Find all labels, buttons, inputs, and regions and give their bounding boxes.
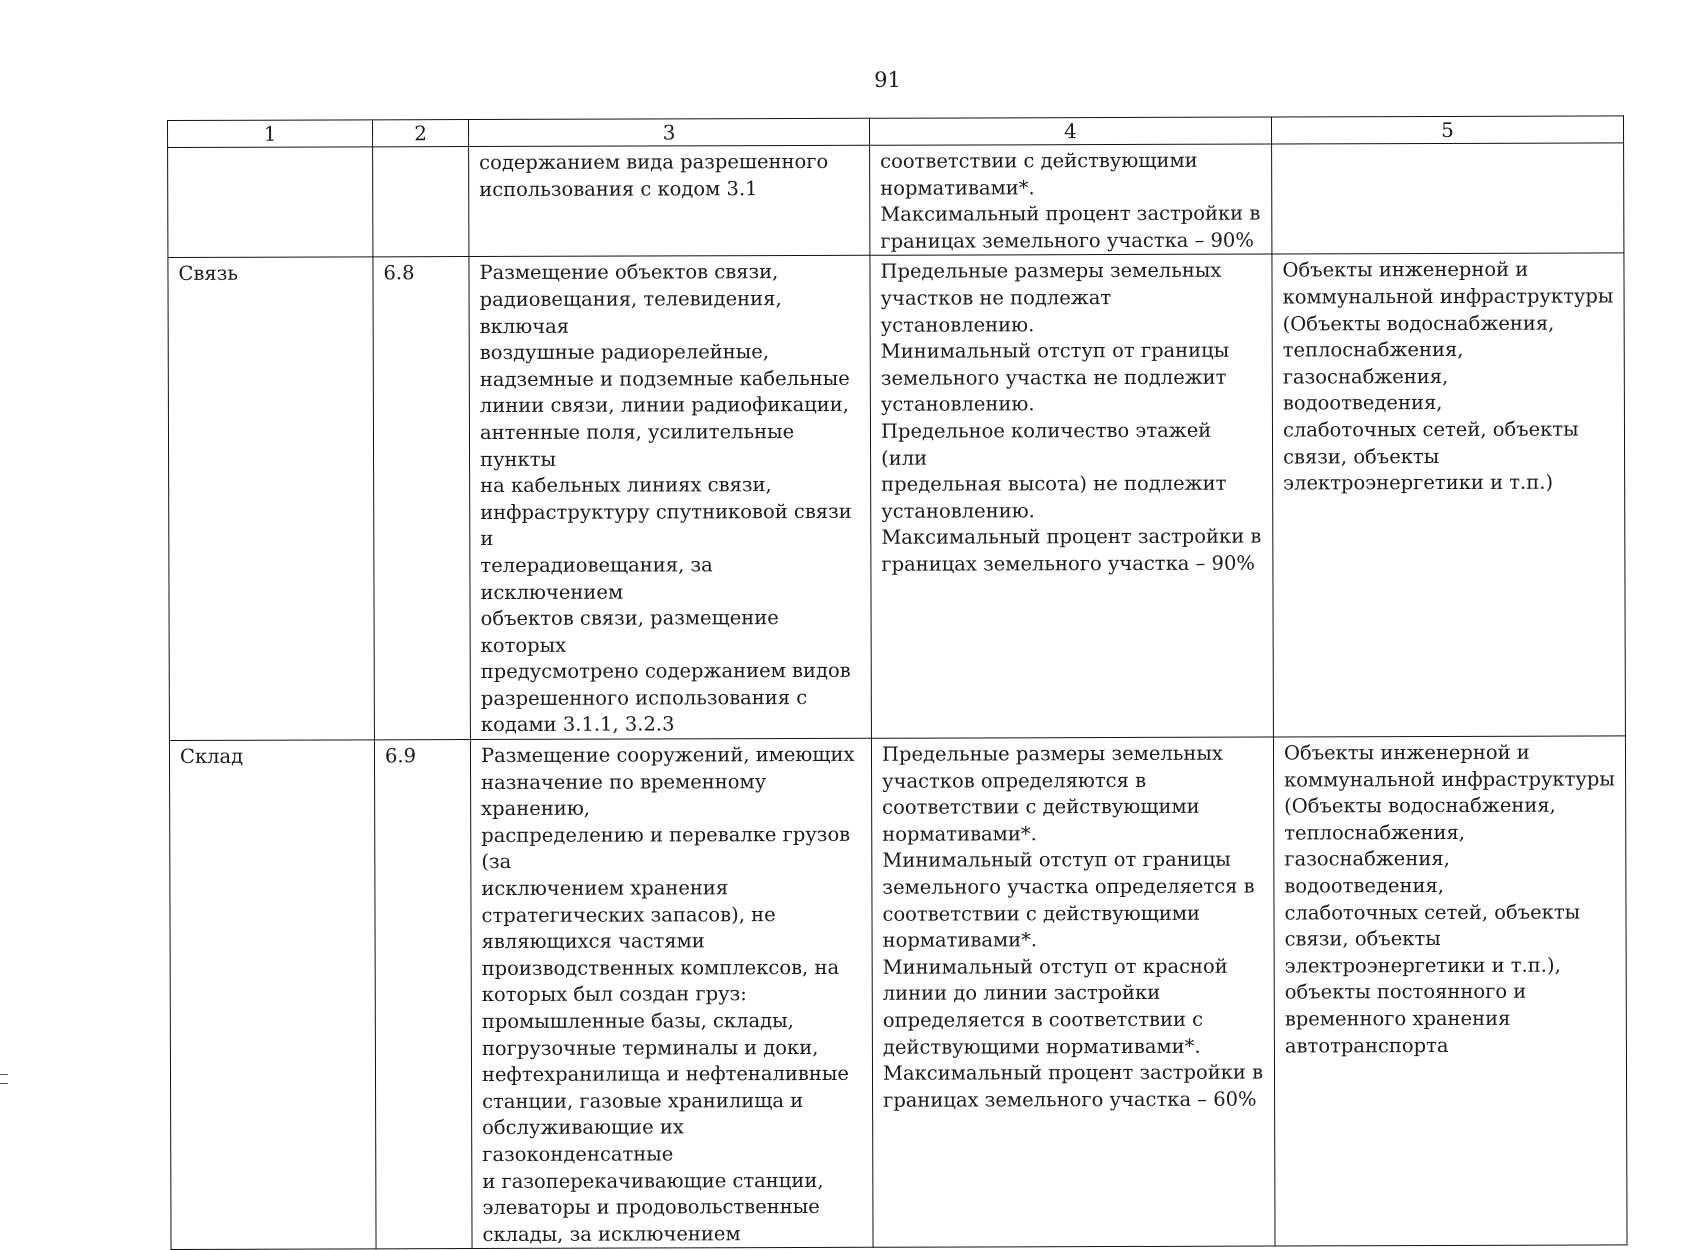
cell-description: Размещение объектов связи, радиовещания, телевидения, включая воздушные радиорелейные, надземные и подземные кабельные линии связи, линии радиофикации, антенные поля, усилительные пункты на кабельных линиях связи, инфраструктуру спутниковой связи и телерадиовещания, за исключением объектов связи, размещение которых предусмотрено содержанием видов разрешенного использования с кодами 3.1.1, 3.2.3: [469, 256, 872, 740]
cell-parameters: Предельные размеры земельных участков не подлежат установлению. Минимальный отступ от границы земельного участка не подлежит установлению. Предельное количество этажей (или предельная высота) не подлежит установлению. Максимальный процент застройки в границах земельного участка – 90%: [870, 254, 1274, 738]
cell-auxiliary: Объекты инженерной и коммунальной инфраструктуры (Объекты водоснабжения, теплоснабжения, газоснабжения, водоотведения, слаботочных сетей, объекты связи, объекты электроэнергетики и т.п.), объекты постоянного и временного хранения автотранспорта: [1273, 736, 1627, 1246]
cell-description: содержанием вида разрешенного использования с кодом 3.1: [469, 145, 870, 257]
table-row-continuation: [168, 143, 1624, 258]
column-header-2: 2: [373, 120, 469, 147]
cell-code: 6.8: [373, 257, 471, 740]
column-header-5: 5: [1271, 116, 1623, 144]
cell-auxiliary: Объекты инженерной и коммунальной инфраструктуры (Объекты водоснабжения, теплоснабжения, газоснабжения, водоотведения, слаботочных сетей, объекты связи, объекты электроэнергетики и т.п.): [1272, 253, 1626, 737]
cell-name: Склад: [169, 740, 376, 1250]
cell-code: [373, 147, 469, 258]
cell-auxiliary: [1272, 143, 1624, 254]
cell-code: 6.9: [374, 740, 472, 1250]
column-header-3: 3: [469, 118, 870, 146]
page-number: 91: [874, 68, 901, 92]
cell-description: Размещение сооружений, имеющих назначение по временному хранению, распределению и перевалке грузов (за исключением хранения стратегических запасов), не являющихся частями производственных комплексов, на которых был создан груз: промышленные базы, склады, погрузочные терминалы и доки, нефтехранилища и нефтеналивные станции, газовые хранилища и обслуживающие их газоконденсатные и газоперекачивающие станции, элеваторы и продовольственные склады, за исключением: [470, 738, 873, 1249]
cell-name: Связь: [168, 257, 375, 740]
table-row-sklad: [169, 736, 1627, 1250]
column-header-1: 1: [168, 120, 373, 148]
table-row-svyaz: [168, 253, 1626, 740]
cell-parameters: Предельные размеры земельных участков определяются в соответствии с действующими нормативами*. Минимальный отступ от границы земельного участка определяется в соответствии с действующими нормативами*. Минимальный отступ от красной линии до линии застройки определяется в соответствии с действующими нормативами*. Максимальный процент застройки в границах земельного участка – 60%: [871, 737, 1275, 1248]
scan-margin-mark: [0, 1074, 8, 1084]
cell-name: [168, 147, 373, 258]
column-header-4: 4: [869, 117, 1271, 145]
cell-parameters: соответствии с действующими нормативами*. Максимальный процент застройки в границах земельного участка – 90%: [870, 144, 1272, 256]
zoning-table: [167, 115, 1628, 1250]
